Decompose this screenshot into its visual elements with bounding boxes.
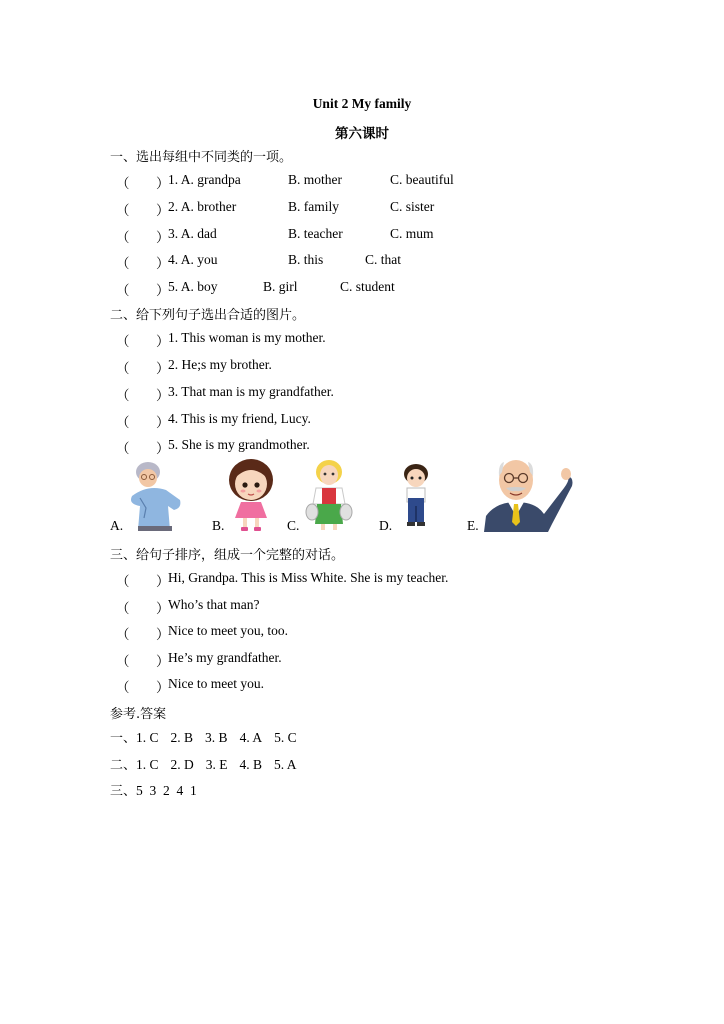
answer-item: 1. C xyxy=(136,730,159,745)
answer-paren-open: （ xyxy=(116,334,130,349)
answer-paren-close: ） xyxy=(156,574,170,589)
dialogue-line: Who’s that man? xyxy=(168,597,260,612)
answer-paren-close: ） xyxy=(156,176,170,191)
dialogue-line: Nice to meet you, too. xyxy=(168,623,288,638)
answer-paren-close: ） xyxy=(156,680,170,695)
section2-heading: 二、给下列句子选出合适的图片。 xyxy=(110,308,306,323)
answer-paren-close: ） xyxy=(156,203,170,218)
answer-line-3 xyxy=(110,780,197,799)
answer-paren-close: ） xyxy=(156,361,170,376)
answer-paren-open: （ xyxy=(116,601,130,616)
answer-line-2 xyxy=(110,754,309,773)
answer-item: 3. E xyxy=(205,757,228,772)
section3-heading: 三、给句子排序，组成一个完整的对话。 xyxy=(110,548,345,563)
answer-paren-open: （ xyxy=(116,176,130,191)
answer-paren-open: （ xyxy=(116,256,130,271)
page-title: Unit 2 My family xyxy=(312,96,412,111)
answer-lead: 三、 xyxy=(110,784,137,799)
answer-item: 1. C xyxy=(136,757,159,772)
answer-paren-open: （ xyxy=(116,361,130,376)
answer-sequence: 5 3 2 4 1 xyxy=(136,783,197,798)
answer-paren-close: ） xyxy=(156,627,170,642)
answer-paren-open: （ xyxy=(116,574,130,589)
item-option-a: 4. A. you xyxy=(168,252,218,267)
picture-label: E. xyxy=(467,518,479,533)
picture-label: C. xyxy=(287,518,300,533)
grandmother-icon xyxy=(124,460,184,532)
item-option-c: C. sister xyxy=(390,199,435,214)
item-option-b: B. family xyxy=(288,199,339,214)
answer-paren-close: ） xyxy=(156,388,170,403)
item-option-b: B. girl xyxy=(263,279,298,294)
item-option-c: C. student xyxy=(340,279,395,294)
sentence-text: 5. She is my grandmother. xyxy=(168,437,310,452)
item-option-a: 3. A. dad xyxy=(168,226,217,241)
answer-paren-open: （ xyxy=(116,230,130,245)
sentence-text: 2. He;s my brother. xyxy=(168,357,272,372)
grandfather-icon xyxy=(482,458,574,532)
answer-paren-open: （ xyxy=(116,680,130,695)
boy-icon xyxy=(396,462,436,532)
picture-options xyxy=(0,458,724,536)
mother-icon xyxy=(303,458,355,532)
answer-item: 4. A xyxy=(239,730,263,745)
answer-item: 5. C xyxy=(274,730,297,745)
item-option-a: 1. A. grandpa xyxy=(168,172,241,187)
item-option-c: C. that xyxy=(365,252,401,267)
answer-paren-close: ） xyxy=(156,256,170,271)
answer-item: 2. D xyxy=(170,757,194,772)
answer-lead: 二、 xyxy=(110,758,137,773)
picture-label: D. xyxy=(379,518,393,533)
dialogue-line: He’s my grandfather. xyxy=(168,650,282,665)
answer-paren-close: ） xyxy=(156,601,170,616)
sentence-text: 3. That man is my grandfather. xyxy=(168,384,334,399)
answer-paren-close: ） xyxy=(156,415,170,430)
item-option-b: B. teacher xyxy=(288,226,343,241)
answer-key-heading: 参考.答案 xyxy=(110,707,167,722)
item-option-b: B. mother xyxy=(288,172,342,187)
answer-paren-open: （ xyxy=(116,415,130,430)
answer-lead: 一、 xyxy=(110,731,137,746)
answer-paren-close: ） xyxy=(156,334,170,349)
answer-paren-close: ） xyxy=(156,654,170,669)
answer-line-1 xyxy=(110,727,309,746)
picture-label: B. xyxy=(212,518,225,533)
answer-paren-open: （ xyxy=(116,388,130,403)
item-option-c: C. beautiful xyxy=(390,172,454,187)
answer-paren-close: ） xyxy=(156,441,170,456)
girl-icon xyxy=(225,458,277,532)
picture-label: A. xyxy=(110,518,124,533)
section1-heading: 一、选出每组中不同类的一项。 xyxy=(110,150,293,165)
answer-item: 5. A xyxy=(274,757,297,772)
item-option-a: 2. A. brother xyxy=(168,199,237,214)
answer-paren-close: ） xyxy=(156,283,170,298)
answer-paren-open: （ xyxy=(116,203,130,218)
answer-item: 4. B xyxy=(239,757,263,772)
sentence-text: 4. This is my friend, Lucy. xyxy=(168,411,311,426)
answer-paren-open: （ xyxy=(116,627,130,642)
dialogue-line: Nice to meet you. xyxy=(168,676,264,691)
item-option-b: B. this xyxy=(288,252,324,267)
dialogue-line: Hi, Grandpa. This is Miss White. She is my teacher. xyxy=(168,570,449,585)
item-option-c: C. mum xyxy=(390,226,434,241)
answer-paren-open: （ xyxy=(116,441,130,456)
answer-item: 2. B xyxy=(170,730,194,745)
answer-paren-close: ） xyxy=(156,230,170,245)
answer-paren-open: （ xyxy=(116,654,130,669)
answer-item: 3. B xyxy=(205,730,228,745)
lesson-subtitle: 第六课时 xyxy=(335,126,389,141)
sentence-text: 1. This woman is my mother. xyxy=(168,330,326,345)
answer-paren-open: （ xyxy=(116,283,130,298)
item-option-a: 5. A. boy xyxy=(168,279,218,294)
